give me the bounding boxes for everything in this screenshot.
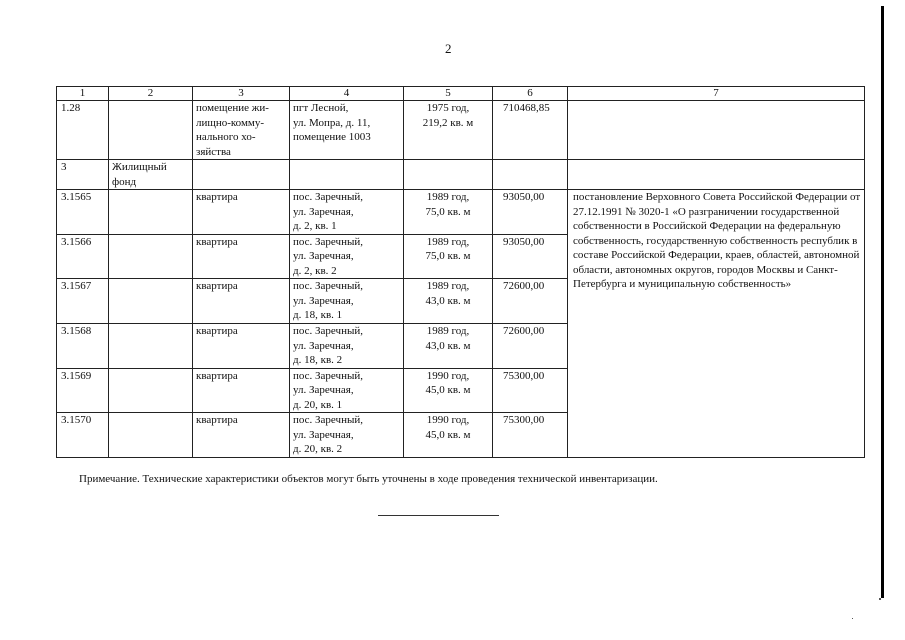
value-cell: 72600,00 <box>493 279 568 324</box>
object-type-cell: квартира <box>193 324 290 369</box>
object-type-cell: помещение жи- лищно-комму- нального хо- зяйства <box>193 101 290 160</box>
legal-basis-cell: постановление Верховного Совета Российской Федерации от 27.12.1991 № 3020-1 «О разграничении государственной собственности в Российской Федерации на федеральную собственность, государственную собственность республик в составе Российской Федерации, краев, областей, автономной области, автономных округов, городов Москвы и Санкт-Петербурга и муниципальную собственность» <box>568 190 865 458</box>
value-cell: 93050,00 <box>493 234 568 279</box>
column-header: 5 <box>404 87 493 101</box>
table-row <box>57 190 865 235</box>
address-cell: пос. Заречный, ул. Заречная, д. 20, кв. 1 <box>290 368 404 413</box>
table-header-row <box>57 87 865 101</box>
column-header: 3 <box>193 87 290 101</box>
year-area-cell: 1975 год, 219,2 кв. м <box>404 101 493 160</box>
year-area-cell: 1989 год, 75,0 кв. м <box>404 190 493 235</box>
address-cell: пос. Заречный, ул. Заречная, д. 18, кв. 1 <box>290 279 404 324</box>
value-cell: 93050,00 <box>493 190 568 235</box>
column-header: 1 <box>57 87 109 101</box>
row-number: 3.1569 <box>57 368 109 413</box>
table-row <box>57 160 865 190</box>
address-cell: пос. Заречный, ул. Заречная, д. 2, кв. 2 <box>290 234 404 279</box>
address-cell: пгт Лесной, ул. Мопра, д. 11, помещение 1003 <box>290 101 404 160</box>
closing-rule <box>378 515 499 516</box>
category-cell <box>109 279 193 324</box>
category-cell <box>109 234 193 279</box>
value-cell: 75300,00 <box>493 413 568 458</box>
category-cell <box>109 324 193 369</box>
column-header: 2 <box>109 87 193 101</box>
row-number: 3.1570 <box>57 413 109 458</box>
address-cell: пос. Заречный, ул. Заречная, д. 20, кв. 2 <box>290 413 404 458</box>
object-type-cell: квартира <box>193 234 290 279</box>
row-number: 3.1568 <box>57 324 109 369</box>
scan-speck <box>879 598 881 600</box>
year-area-cell <box>404 160 493 190</box>
column-header: 4 <box>290 87 404 101</box>
object-type-cell: квартира <box>193 190 290 235</box>
page-number: 2 <box>445 41 452 56</box>
basis-cell <box>568 160 865 190</box>
year-area-cell: 1989 год, 43,0 кв. м <box>404 324 493 369</box>
object-type-cell: квартира <box>193 368 290 413</box>
row-number: 3.1565 <box>57 190 109 235</box>
category-cell <box>109 368 193 413</box>
value-cell: 710468,85 <box>493 101 568 160</box>
year-area-cell: 1990 год, 45,0 кв. м <box>404 368 493 413</box>
basis-cell <box>568 101 865 160</box>
table-row <box>57 101 865 160</box>
scan-edge-bar <box>881 6 884 598</box>
column-header: 7 <box>568 87 865 101</box>
year-area-cell: 1990 год, 45,0 кв. м <box>404 413 493 458</box>
footnote: Примечание. Технические характеристики объектов могут быть уточнены в ходе проведения технической инвентаризации. <box>79 473 658 485</box>
address-cell: пос. Заречный, ул. Заречная, д. 18, кв. 2 <box>290 324 404 369</box>
object-type-cell: квартира <box>193 413 290 458</box>
year-area-cell: 1989 год, 43,0 кв. м <box>404 279 493 324</box>
row-number: 3.1566 <box>57 234 109 279</box>
value-cell: 72600,00 <box>493 324 568 369</box>
category-cell <box>109 190 193 235</box>
value-cell <box>493 160 568 190</box>
address-cell: пос. Заречный, ул. Заречная, д. 2, кв. 1 <box>290 190 404 235</box>
row-number: 1.28 <box>57 101 109 160</box>
category-cell <box>109 101 193 160</box>
column-header: 6 <box>493 87 568 101</box>
object-type-cell: квартира <box>193 279 290 324</box>
scan-speck <box>852 618 853 619</box>
object-type-cell <box>193 160 290 190</box>
property-table <box>56 86 865 458</box>
row-number: 3.1567 <box>57 279 109 324</box>
row-number: 3 <box>57 160 109 190</box>
category-cell <box>109 413 193 458</box>
category-cell: Жилищный фонд <box>109 160 193 190</box>
value-cell: 75300,00 <box>493 368 568 413</box>
year-area-cell: 1989 год, 75,0 кв. м <box>404 234 493 279</box>
address-cell <box>290 160 404 190</box>
